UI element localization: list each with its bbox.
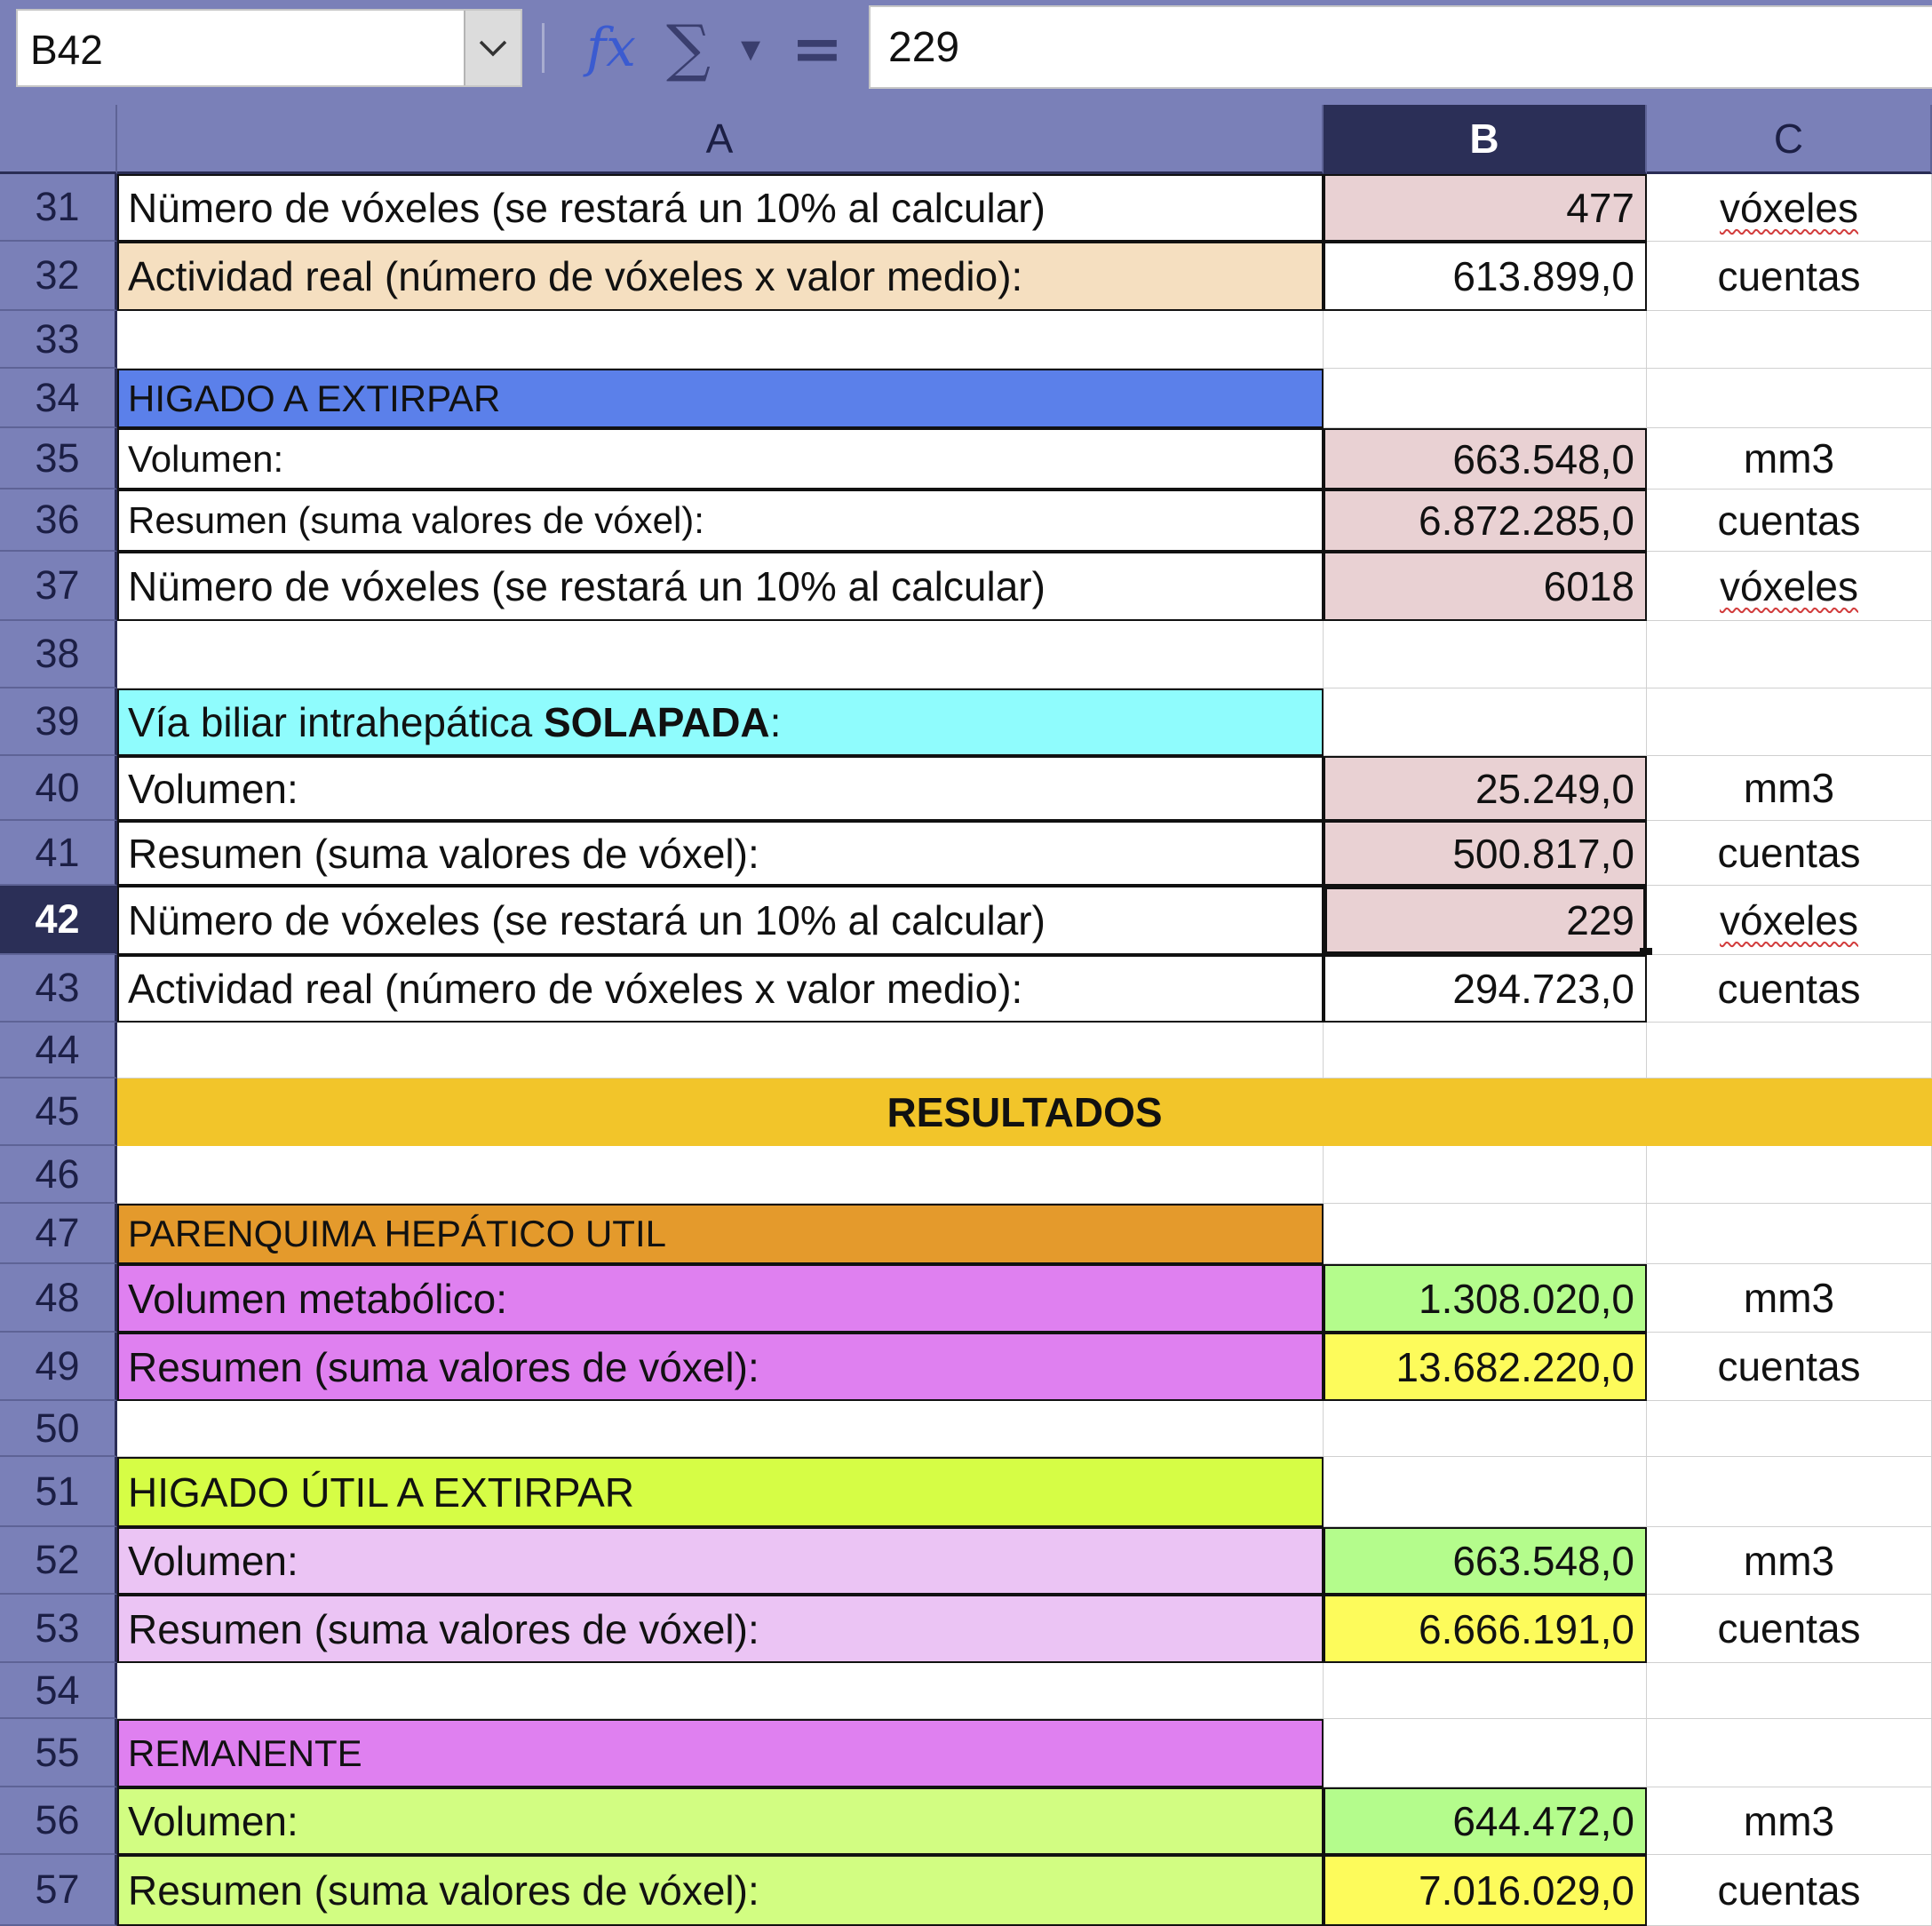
cell-c38[interactable] <box>1647 621 1932 688</box>
cell-b54[interactable] <box>1324 1663 1647 1719</box>
cell-a34[interactable] <box>117 369 1324 428</box>
cell-a55[interactable] <box>117 1719 1324 1787</box>
cell-c52[interactable] <box>1647 1527 1932 1595</box>
cell-a36[interactable] <box>117 489 1324 552</box>
cell-a40[interactable] <box>117 756 1324 821</box>
name-box[interactable] <box>16 9 522 87</box>
cell-c39[interactable] <box>1647 688 1932 756</box>
row-header[interactable]: 44 <box>0 1023 117 1078</box>
cell-a32[interactable] <box>117 242 1324 311</box>
cell-label: Nümero de vóxeles (se restará un 10% al calcular) <box>128 185 1046 231</box>
cell-b41[interactable]: 500.817,0 <box>1324 821 1647 886</box>
cell-label-emphasis: SOLAPADA <box>543 699 770 745</box>
cell-b51[interactable] <box>1324 1457 1647 1527</box>
cell-c40[interactable] <box>1647 756 1932 821</box>
row-header[interactable]: 32 <box>0 242 117 311</box>
cell-a54[interactable] <box>117 1663 1324 1719</box>
row-header[interactable]: 48 <box>0 1264 117 1333</box>
cell-b52[interactable]: 663.548,0 <box>1324 1527 1647 1595</box>
cell-label: Volumen: <box>128 765 298 812</box>
column-header-a[interactable]: A <box>117 105 1324 174</box>
cell-label: Volumen: <box>128 1798 298 1844</box>
cell-b43[interactable]: 294.723,0 <box>1324 955 1647 1023</box>
cell-label: Resumen (suma valores de vóxel): <box>128 830 759 877</box>
cell-a51[interactable] <box>117 1457 1324 1527</box>
cell-b44[interactable] <box>1324 1023 1647 1078</box>
cell-b37[interactable]: 6018 <box>1324 552 1647 621</box>
equals-icon[interactable]: = <box>791 11 844 85</box>
unit-label: mm3 <box>1743 765 1835 811</box>
cell-b39[interactable] <box>1324 688 1647 756</box>
cell-b40[interactable]: 25.249,0 <box>1324 756 1647 821</box>
cell-label-tail: : <box>769 699 782 745</box>
cell-c33[interactable] <box>1647 311 1932 369</box>
toolbar-separator <box>542 23 545 73</box>
cell-b38[interactable] <box>1324 621 1647 688</box>
section-heading-resultados[interactable]: RESULTADOS <box>117 1078 1932 1146</box>
column-header-c[interactable]: C <box>1647 105 1932 174</box>
row-header[interactable]: 42 <box>0 886 117 955</box>
cell-label: Volumen metabólico: <box>128 1275 508 1322</box>
cell-c53[interactable] <box>1647 1595 1932 1663</box>
cell-a46[interactable] <box>117 1146 1324 1204</box>
cell-c35[interactable] <box>1647 428 1932 489</box>
chevron-down-icon[interactable] <box>464 11 521 85</box>
cell-label: Resumen (suma valores de vóxel): <box>128 499 704 541</box>
column-header-b[interactable]: B <box>1324 105 1647 174</box>
cell-c54[interactable] <box>1647 1663 1932 1719</box>
cell-a56[interactable] <box>117 1787 1324 1855</box>
sum-icon[interactable]: ∑ <box>666 12 711 84</box>
unit-label: cuentas <box>1717 1343 1861 1389</box>
unit-label: cuentas <box>1717 965 1861 1012</box>
cell-b49[interactable]: 13.682.220,0 <box>1324 1333 1647 1401</box>
row-header[interactable]: 53 <box>0 1595 117 1663</box>
cell-a53[interactable] <box>117 1595 1324 1663</box>
cell-a52[interactable] <box>117 1527 1324 1595</box>
unit-label: vóxeles <box>1720 896 1858 943</box>
cell-c34[interactable] <box>1647 369 1932 428</box>
row-header[interactable]: 41 <box>0 821 117 886</box>
row-header[interactable]: 50 <box>0 1401 117 1457</box>
cell-b47[interactable] <box>1324 1204 1647 1264</box>
unit-label: mm3 <box>1743 1275 1835 1321</box>
unit-label: mm3 <box>1743 435 1835 482</box>
cell-c36[interactable] <box>1647 489 1932 552</box>
row-header[interactable]: 35 <box>0 428 117 489</box>
cell-a35[interactable] <box>117 428 1324 489</box>
row-header[interactable]: 37 <box>0 552 117 621</box>
row-header[interactable]: 39 <box>0 688 117 756</box>
cell-c56[interactable] <box>1647 1787 1932 1855</box>
cell-b48[interactable]: 1.308.020,0 <box>1324 1264 1647 1333</box>
row-header[interactable]: 54 <box>0 1663 117 1719</box>
unit-label: cuentas <box>1717 252 1861 299</box>
cell-label: HIGADO A EXTIRPAR <box>128 377 501 419</box>
formula-input[interactable] <box>869 5 1932 89</box>
cell-label: Volumen: <box>128 437 284 480</box>
cell-b46[interactable] <box>1324 1146 1647 1204</box>
cell-c55[interactable] <box>1647 1719 1932 1787</box>
cell-label: Vía biliar intrahepática <box>128 699 544 745</box>
cell-b35[interactable]: 663.548,0 <box>1324 428 1647 489</box>
cell-label: HIGADO ÚTIL A EXTIRPAR <box>128 1468 635 1516</box>
cell-a44[interactable] <box>117 1023 1324 1078</box>
cell-b42[interactable]: 229 <box>1324 886 1647 955</box>
cell-c42[interactable] <box>1647 886 1932 955</box>
cell-c49[interactable] <box>1647 1333 1932 1401</box>
unit-label: vóxeles <box>1720 562 1858 609</box>
cell-c41[interactable] <box>1647 821 1932 886</box>
cell-label: REMANENTE <box>128 1731 362 1774</box>
cell-c57[interactable] <box>1647 1855 1932 1926</box>
formula-bar <box>0 0 1932 105</box>
cell-label: Resumen (suma valores de vóxel): <box>128 1343 759 1390</box>
formula-input-value[interactable]: 229 <box>888 24 960 71</box>
cell-a33[interactable] <box>117 311 1324 369</box>
cell-a42[interactable] <box>117 886 1324 955</box>
cell-a48[interactable] <box>117 1264 1324 1333</box>
cell-b56[interactable]: 644.472,0 <box>1324 1787 1647 1855</box>
cell-label: Nümero de vóxeles (se restará un 10% al calcular) <box>128 897 1046 943</box>
cell-c47[interactable] <box>1647 1204 1932 1264</box>
cell-a43[interactable] <box>117 955 1324 1023</box>
row-header[interactable]: 33 <box>0 311 117 369</box>
row-header[interactable]: 36 <box>0 489 117 552</box>
cell-b50[interactable] <box>1324 1401 1647 1457</box>
row-header[interactable]: 46 <box>0 1146 117 1204</box>
cell-c32[interactable] <box>1647 242 1932 311</box>
row-header[interactable]: 38 <box>0 621 117 688</box>
cell-b32[interactable]: 613.899,0 <box>1324 242 1647 311</box>
row-header[interactable]: 47 <box>0 1204 117 1264</box>
cell-b36[interactable]: 6.872.285,0 <box>1324 489 1647 552</box>
cell-a49[interactable] <box>117 1333 1324 1401</box>
unit-label: mm3 <box>1743 1797 1835 1844</box>
cell-c31[interactable] <box>1647 174 1932 242</box>
unit-label: cuentas <box>1717 830 1861 876</box>
cell-c37[interactable] <box>1647 552 1932 621</box>
cell-label: Volumen: <box>128 1538 298 1584</box>
cell-label: Nümero de vóxeles (se restará un 10% al calcular) <box>128 563 1046 609</box>
select-all-corner[interactable] <box>0 105 117 174</box>
cell-b34[interactable] <box>1324 369 1647 428</box>
sheet-grid <box>0 105 1932 1914</box>
cell-c46[interactable] <box>1647 1146 1932 1204</box>
row-header[interactable]: 34 <box>0 369 117 428</box>
cell-label: PARENQUIMA HEPÁTICO UTIL <box>128 1213 666 1254</box>
function-icon[interactable]: 𝑓x <box>585 17 637 79</box>
cell-a39[interactable] <box>117 688 1324 756</box>
cell-a41[interactable] <box>117 821 1324 886</box>
row-header[interactable]: 52 <box>0 1527 117 1595</box>
cell-label: Actividad real (número de vóxeles x valor medio): <box>128 966 1023 1012</box>
unit-label: vóxeles <box>1720 184 1858 231</box>
cell-c50[interactable] <box>1647 1401 1932 1457</box>
cell-c51[interactable] <box>1647 1457 1932 1527</box>
row-header[interactable]: 57 <box>0 1855 117 1926</box>
cell-label: Resumen (suma valores de vóxel): <box>128 1605 759 1652</box>
row-header[interactable]: 45 <box>0 1078 117 1146</box>
unit-label: cuentas <box>1717 1866 1861 1914</box>
cell-b31[interactable]: 477 <box>1324 174 1647 242</box>
unit-label: mm3 <box>1743 1537 1835 1584</box>
row-header[interactable]: 51 <box>0 1457 117 1527</box>
cell-a37[interactable] <box>117 552 1324 621</box>
cell-c44[interactable] <box>1647 1023 1932 1078</box>
unit-label: cuentas <box>1717 497 1861 544</box>
unit-label: cuentas <box>1717 1605 1861 1651</box>
row-header[interactable]: 55 <box>0 1719 117 1787</box>
cell-label: Resumen (suma valores de vóxel): <box>128 1867 759 1914</box>
cell-c48[interactable] <box>1647 1264 1932 1333</box>
row-header[interactable]: 49 <box>0 1333 117 1401</box>
row-header[interactable]: 40 <box>0 756 117 821</box>
row-header[interactable]: 31 <box>0 174 117 242</box>
cell-b55[interactable] <box>1324 1719 1647 1787</box>
cell-a57[interactable] <box>117 1855 1324 1926</box>
cell-c43[interactable] <box>1647 955 1932 1023</box>
row-header[interactable]: 56 <box>0 1787 117 1855</box>
cell-b57[interactable]: 7.016.029,0 <box>1324 1855 1647 1926</box>
cell-a50[interactable] <box>117 1401 1324 1457</box>
cell-a31[interactable] <box>117 174 1324 242</box>
dropdown-caret-icon[interactable]: ▾ <box>740 25 761 71</box>
cell-a47[interactable] <box>117 1204 1324 1264</box>
cell-b53[interactable]: 6.666.191,0 <box>1324 1595 1647 1663</box>
cell-label: Actividad real (número de vóxeles x valor medio): <box>128 253 1023 299</box>
name-box-value[interactable]: B42 <box>30 27 103 73</box>
row-header[interactable]: 43 <box>0 955 117 1023</box>
cell-b33[interactable] <box>1324 311 1647 369</box>
cell-a38[interactable] <box>117 621 1324 688</box>
